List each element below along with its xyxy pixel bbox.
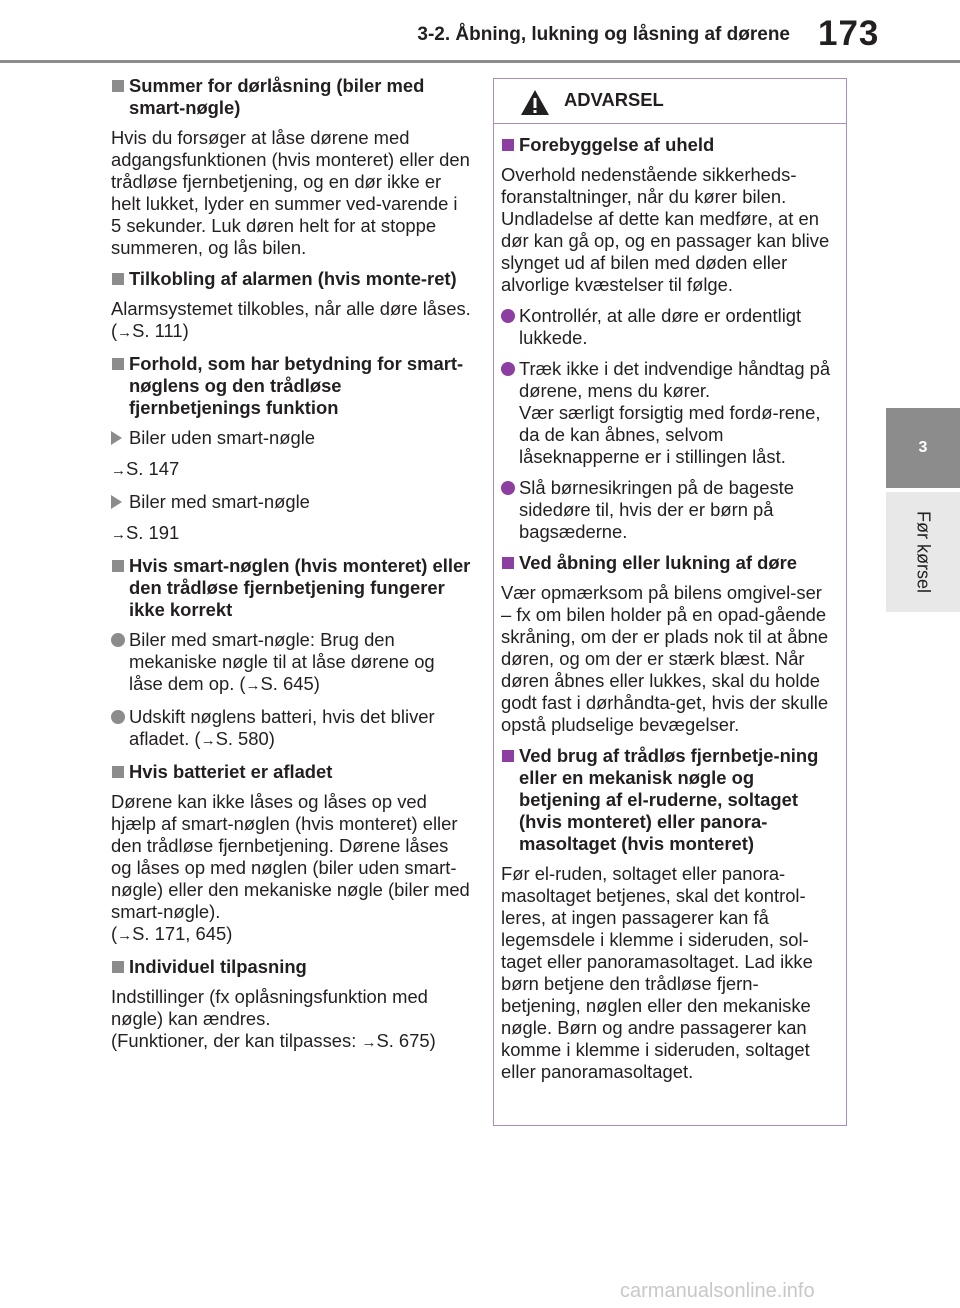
- arrow-icon: →: [111, 526, 126, 543]
- page-reference: S. 580): [215, 728, 275, 749]
- item-text: Biler med smart-nøgle: Brug den mekaniske nøgle til at låse dørene og låse dem op. (: [129, 629, 435, 694]
- warning-box: [493, 78, 847, 1126]
- page-reference: S. 645): [260, 673, 320, 694]
- heading-text: Ved åbning eller lukning af døre: [519, 552, 797, 573]
- heading-text: Tilkobling af alarmen (hvis monte-ret): [129, 268, 457, 289]
- paragraph: [111, 986, 471, 1054]
- section-title: 3-2. Åbning, lukning og låsning af dørene: [417, 24, 790, 45]
- heading: [501, 134, 834, 156]
- header-rule: [0, 60, 960, 63]
- text: (Funktioner, der kan tilpasses:: [111, 1030, 362, 1051]
- warning-header: [494, 79, 846, 124]
- heading-text: Forebyggelse af uheld: [519, 134, 715, 155]
- list-item: [111, 629, 471, 697]
- square-bullet-icon: [112, 358, 124, 370]
- paragraph: Overhold nedenstående sikkerheds-foranstaltninger, når du kører bilen. Undladelse af dette kan medføre, at en dør kan gå op, og en passager kan blive slynget ud af bilen med døden eller alvorlige kvæstelser til følge.: [501, 164, 830, 295]
- square-bullet-icon: [502, 557, 514, 569]
- text: Alarmsystemet tilkobles, når alle døre låses. (: [111, 298, 471, 341]
- paragraph: Hvis du forsøger at låse dørene med adgangsfunktionen (hvis monteret) eller den trådløse fjernbetjening, og en dør ikke er helt lukket, lyder en summer ved-varende i 5 sekunder. Luk døren helt for at stoppe summeren, og lås bilen.: [111, 127, 470, 258]
- warning-body: [494, 124, 846, 1083]
- page-number: 173: [818, 14, 880, 53]
- heading: [111, 956, 471, 978]
- heading-text: Forhold, som har betydning for smart-nøglens og den trådløse fjernbetjenings funktion: [129, 353, 464, 418]
- heading-text: Ved brug af trådløs fjernbetje-ning eller en mekanisk nøgle og betjening af el-ruderne, soltaget (hvis monteret) eller panora-masoltaget (hvis monteret): [519, 745, 819, 854]
- item-text: Udskift nøglens batteri, hvis det bliver afladet. (: [129, 706, 435, 749]
- paragraph: Før el-ruden, soltaget eller panora-masoltaget betjenes, skal det kontrol-leres, at ingen passagerer kan få legemsdele i klemme i sideruden, sol-taget eller panoramasoltaget. Lad ikke børn betjene den trådløse fjern-betjening, nøglen eller den mekaniske nøgle. Børn og andre passagerer kan komme i klemme i sideruden, soltaget eller panoramasoltaget.: [501, 863, 813, 1082]
- triangle-bullet-icon: [111, 431, 122, 445]
- watermark: carmanualsonline.info: [620, 1280, 815, 1302]
- arrow-icon: →: [200, 732, 216, 749]
- page-reference: [111, 522, 471, 546]
- heading: [111, 761, 471, 783]
- square-bullet-icon: [502, 139, 514, 151]
- circle-bullet-icon: [501, 309, 515, 323]
- heading: [501, 745, 834, 855]
- item-text: Træk ikke i det indvendige håndtag på dørene, mens du kører.: [519, 358, 831, 401]
- item-text: Slå børnesikringen på de bageste sidedøre til, hvis der er børn på bagsæderne.: [519, 477, 795, 542]
- square-bullet-icon: [112, 273, 124, 285]
- heading-text: Hvis batteriet er afladet: [129, 761, 333, 782]
- list-item: [111, 491, 471, 513]
- reference-text: S. 191: [126, 522, 180, 543]
- heading-text: Individuel tilpasning: [129, 956, 307, 977]
- arrow-icon: →: [245, 677, 261, 694]
- chapter-tab: 3: [886, 408, 960, 488]
- heading: [111, 75, 471, 119]
- square-bullet-icon: [112, 80, 124, 92]
- circle-bullet-icon: [501, 362, 515, 376]
- heading-text: Hvis smart-nøglen (hvis monteret) eller den trådløse fjernbetjening fungerer ikke korrekt: [129, 555, 471, 620]
- heading: [501, 552, 834, 574]
- list-item: [501, 358, 834, 468]
- heading-text: Summer for dørlåsning (biler med smart-nøgle): [129, 75, 425, 118]
- arrow-icon: →: [361, 1034, 377, 1051]
- paragraph: Vær opmærksom på bilens omgivel-ser – fx om bilen holder på en opad-gående skråning, om der er plads nok til at åbne døren, og om der er stærk blæst. Når døren åbnes eller lukkes, skal du holde godt fast i dørhåndta-get, hvis der skulle opstå pludselige bevægelser.: [501, 582, 829, 735]
- square-bullet-icon: [502, 750, 514, 762]
- paragraph: [111, 298, 471, 344]
- item-text: Kontrollér, at alle døre er ordentligt lukkede.: [519, 305, 802, 348]
- circle-bullet-icon: [111, 710, 125, 724]
- reference-text: S. 147: [126, 458, 180, 479]
- list-item: [501, 477, 834, 543]
- warning-label: ADVARSEL: [564, 89, 664, 110]
- heading: [111, 268, 471, 290]
- circle-bullet-icon: [111, 633, 125, 647]
- page-reference: S. 111): [132, 320, 189, 341]
- circle-bullet-icon: [501, 481, 515, 495]
- warning-triangle-icon: [520, 89, 550, 116]
- list-item: [501, 305, 834, 349]
- square-bullet-icon: [112, 961, 124, 973]
- item-text: Biler uden smart-nøgle: [129, 427, 316, 448]
- paragraph: Dørene kan ikke låses og låses op ved hjælp af smart-nøglen (hvis monteret) eller den trådløse fjernbetjening. Dørene låses og låses op med nøglen (biler uden smart-nøgle) eller den mekaniske nøgle (biler med smart-nøgle). (→S. 171, 645): [111, 791, 470, 944]
- list-item: [111, 427, 471, 449]
- text: Indstillinger (fx oplåsningsfunktion med nøgle) kan ændres.: [111, 986, 428, 1029]
- list-item: [111, 706, 471, 752]
- item-text: Biler med smart-nøgle: [129, 491, 310, 512]
- heading: [111, 555, 471, 621]
- text: Dørene kan ikke låses og låses op ved hjælp af smart-nøglen (hvis monteret) eller den trådløse fjernbetjening. Dørene låses og låses op med nøglen (biler uden smart-nøgle) eller den mekaniske nøgle (biler med smart-nøgle).: [111, 791, 470, 922]
- triangle-bullet-icon: [111, 495, 122, 509]
- arrow-icon: →: [117, 927, 133, 944]
- square-bullet-icon: [112, 766, 124, 778]
- arrow-icon: →: [117, 324, 133, 341]
- page-reference: [111, 458, 471, 482]
- heading: [111, 353, 471, 419]
- page-reference: S. 675): [376, 1030, 436, 1051]
- page-reference: S. 171, 645): [132, 923, 233, 944]
- square-bullet-icon: [112, 560, 124, 572]
- left-column: [111, 75, 471, 1063]
- arrow-icon: →: [111, 462, 126, 479]
- item-text: Vær særligt forsigtig med fordø-rene, da de kan åbnes, selvom låseknapperne er i stillingen låst.: [519, 402, 821, 467]
- chapter-title: Før kørsel: [913, 511, 934, 593]
